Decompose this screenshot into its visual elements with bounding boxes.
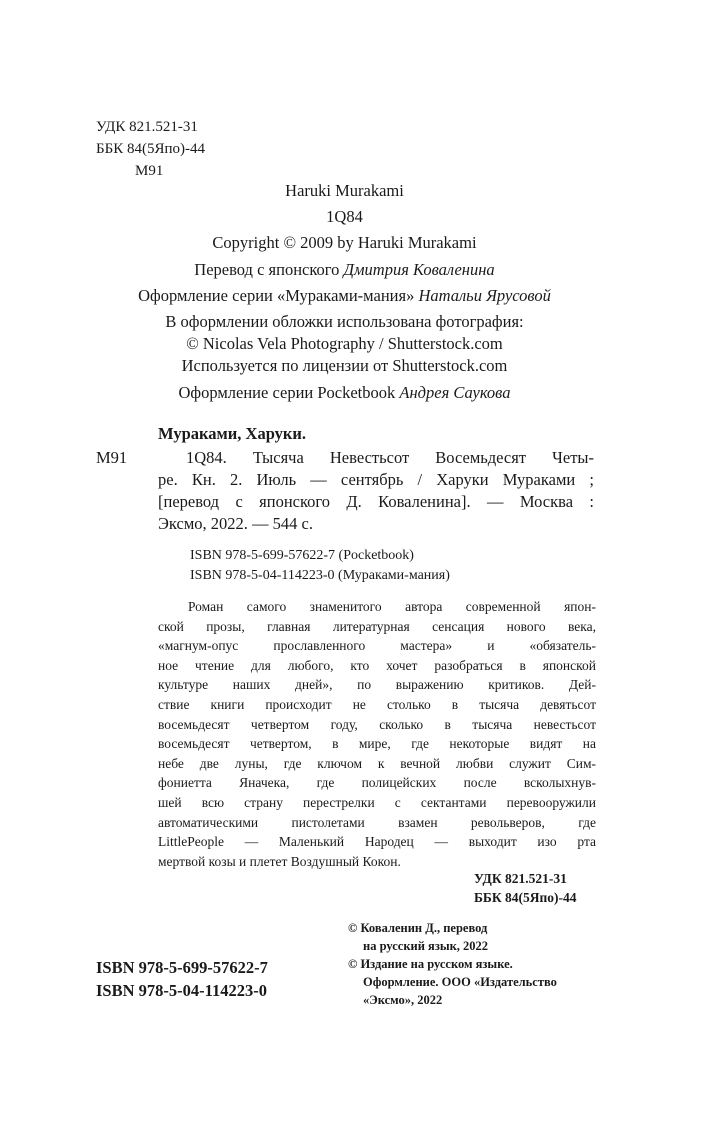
pocketbook-prefix: Оформление серии Pocketbook	[178, 383, 400, 402]
annotation-line: ствие книги происходит не столько в тысяча девятьсот	[158, 696, 596, 712]
annotation-line: восемьдесят четвертом году, сколько в тысяча невестьсот	[158, 716, 596, 732]
bib-line: Эксмо, 2022. — 544 с.	[158, 514, 313, 533]
cover-photo-line-2: © Nicolas Vela Photography / Shutterstock.com	[186, 334, 503, 353]
copyright-translation-line-1: © Коваленин Д., перевод	[348, 921, 488, 935]
annotation-line: Роман самого знаменитого автора современной япон-	[188, 599, 596, 614]
pocketbook-designer-name: Андрея Саукова	[399, 383, 511, 402]
annotation-line: культуре наших дней», по выражению критиков. Дей-	[158, 677, 596, 693]
annotation-line: небе две луны, где ключом к вечной любви служит Сим-	[158, 755, 596, 771]
copyright-edition-line-3: «Эксмо», 2022	[363, 993, 443, 1007]
annotation-line: шей всю страну перестрелки с сектантами перевооружили	[158, 794, 596, 810]
bib-isbn-2: ISBN 978-5-04-114223-0 (Мураками-мания)	[190, 568, 450, 583]
udk-code: УДК 821.521-31	[96, 119, 198, 135]
annotation	[158, 597, 596, 871]
bib-line: ре. Кн. 2. Июль — сентябрь / Харуки Мураками ;	[158, 470, 594, 489]
author-mark: М91	[135, 163, 164, 179]
annotation-line: мертвой козы и плетет Воздушный Кокон.	[158, 853, 401, 869]
cover-photo-line-1: В оформлении обложки использована фотография:	[165, 312, 524, 331]
bib-description	[158, 447, 594, 535]
copyright-edition-line-2: Оформление. ООО «Издательство	[363, 975, 557, 989]
series-design-credit	[96, 285, 593, 307]
translation-prefix: Перевод с японского	[194, 260, 344, 279]
annotation-line: LittlePeople — Маленький Народец — выходит изо рта	[158, 834, 596, 850]
bib-mark: М91	[96, 448, 128, 467]
pocketbook-credit	[96, 382, 593, 404]
original-title: 1Q84	[326, 207, 363, 226]
isbn-bottom-1: ISBN 978-5-699-57622-7	[96, 958, 268, 977]
udk-code-bottom: УДК 821.521-31	[474, 871, 567, 886]
original-copyright: Copyright © 2009 by Haruki Murakami	[212, 233, 477, 252]
original-author: Haruki Murakami	[285, 181, 404, 200]
annotation-line: фониетта Яначека, где полицейских после всколыхнув-	[158, 775, 596, 791]
bbk-code-bottom: ББК 84(5Япо)-44	[474, 890, 577, 905]
bib-isbn-1: ISBN 978-5-699-57622-7 (Pocketbook)	[190, 548, 414, 563]
annotation-line: ное чтение для любого, кто хочет разобраться в японской	[158, 657, 596, 673]
bbk-code: ББК 84(5Япо)-44	[96, 141, 205, 157]
annotation-line: «магнум-опус прославленного мастера» и «обязатель-	[158, 638, 596, 654]
bib-line: 1Q84. Тысяча Невестьсот Восемьдесят Четы-	[186, 448, 594, 467]
cover-photo-line-3: Используется по лицензии от Shutterstock.com	[181, 356, 508, 375]
annotation-line: автоматическими пистолетами взамен револьверов, где	[158, 814, 596, 830]
bib-heading: Мураками, Харуки.	[158, 424, 307, 443]
series-design-prefix: Оформление серии «Мураками-мания»	[138, 286, 419, 305]
copyright-edition-line-1: © Издание на русском языке.	[348, 957, 513, 971]
translator-name: Дмитрия Коваленина	[343, 260, 495, 279]
annotation-line: восемьдесят четвертом, в мире, где некоторые видят на	[158, 736, 596, 752]
annotation-line: ской прозы, главная литературная сенсация нового века,	[158, 618, 596, 634]
isbn-bottom-2: ISBN 978-5-04-114223-0	[96, 981, 267, 1000]
bib-line: [перевод с японского Д. Коваленина]. — Москва :	[158, 492, 594, 511]
copyright-translation-line-2: на русский язык, 2022	[363, 939, 489, 953]
translation-credit	[96, 259, 593, 281]
series-designer-name: Натальи Ярусовой	[418, 286, 551, 305]
